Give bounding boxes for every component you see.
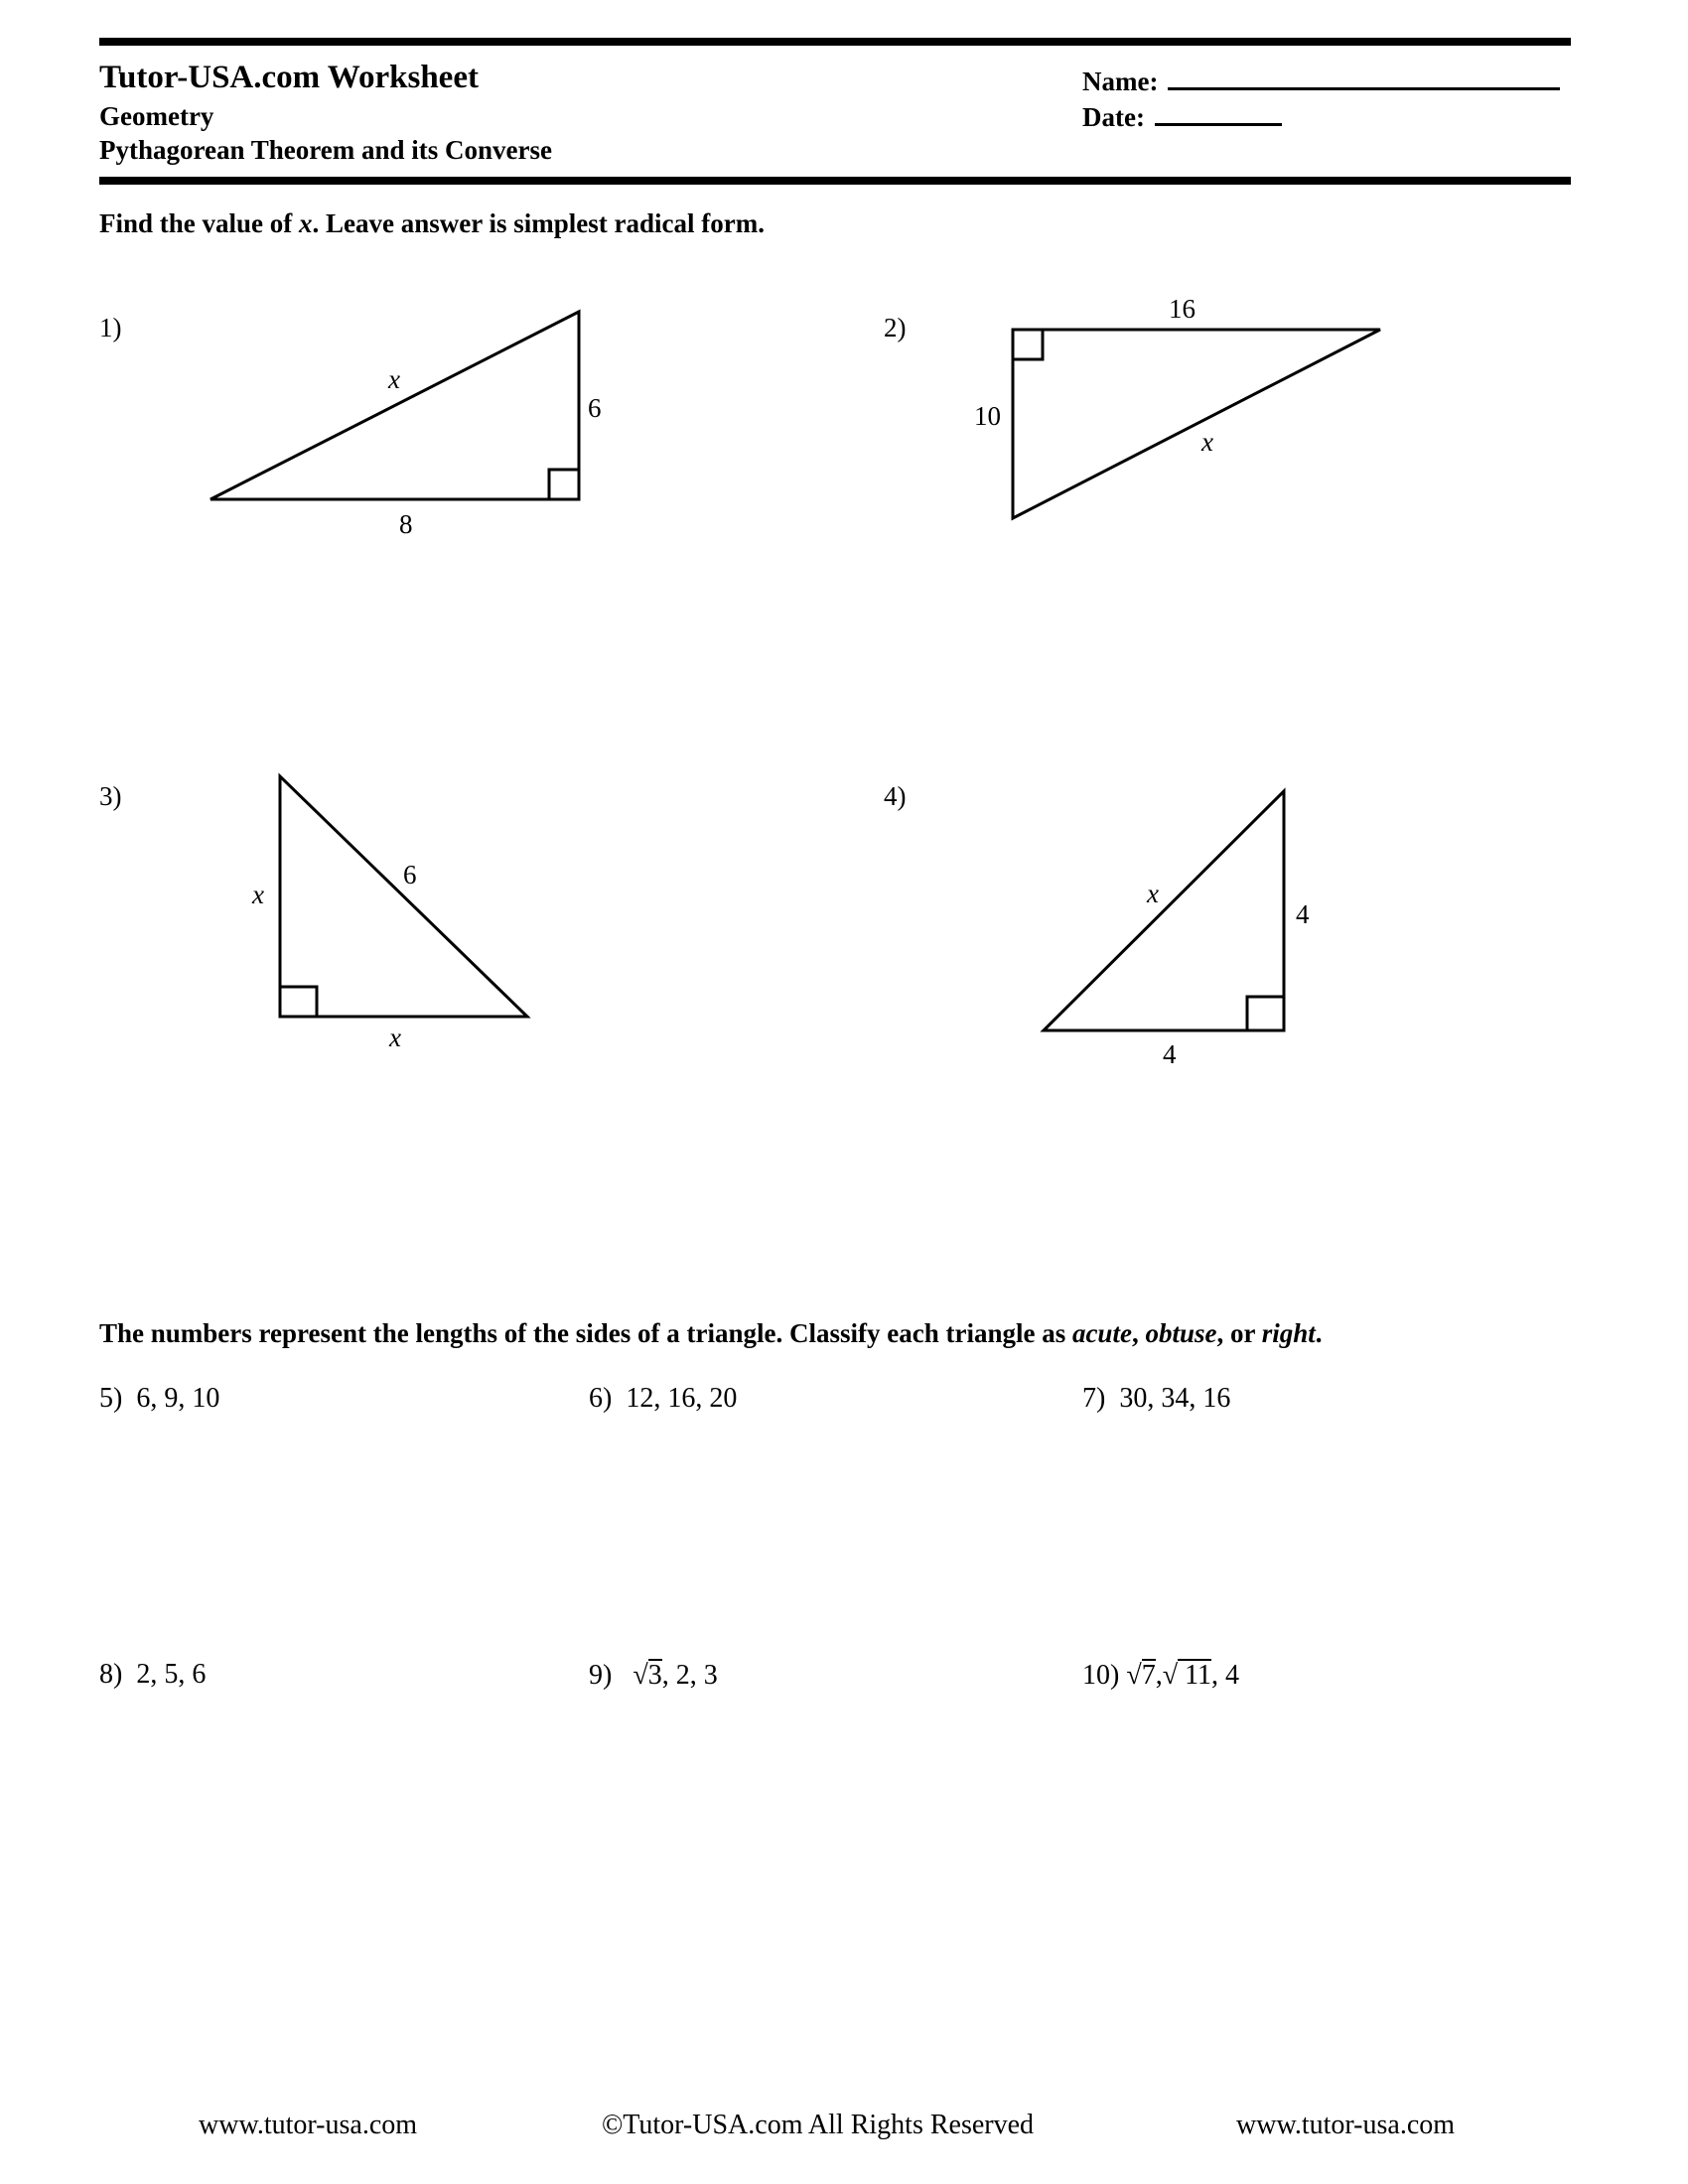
- triangle-2: [1013, 330, 1380, 518]
- date-label: Date:: [1082, 102, 1145, 132]
- t2-leg-v-label: 10: [974, 401, 1001, 431]
- sqrt-icon: √: [1126, 1660, 1142, 1691]
- t1-leg-h-label: 8: [399, 509, 413, 539]
- t4-leg-v-label: 4: [1296, 899, 1310, 929]
- problem-8: 8) 2, 5, 6: [99, 1659, 207, 1690]
- problem-2-number: 2): [884, 313, 907, 342]
- t4-leg-h-label: 4: [1163, 1039, 1177, 1069]
- problem-9: 9) √3, 2, 3: [589, 1660, 718, 1691]
- problem-3-number: 3): [99, 781, 122, 811]
- worksheet-title: Tutor-USA.com Worksheet: [99, 60, 479, 95]
- footer-right-link[interactable]: www.tutor-usa.com: [1236, 2110, 1456, 2140]
- section1-instruction: Find the value of x. Leave answer is simplest radical form.: [99, 208, 765, 238]
- footer-left-link[interactable]: www.tutor-usa.com: [199, 2110, 418, 2140]
- problem-10: 10) √7,√ 11, 4: [1082, 1660, 1240, 1691]
- triangle-3: [280, 776, 527, 1017]
- section2-instruction: The numbers represent the lengths of the sides of a triangle. Classify each triangle as acute, obtuse, or right.: [99, 1318, 1323, 1348]
- topic-heading: Pythagorean Theorem and its Converse: [99, 135, 552, 165]
- t2-hyp-label: x: [1201, 427, 1213, 457]
- problem-4-number: 4): [884, 781, 907, 811]
- sqrt-icon: √: [1162, 1660, 1179, 1691]
- t3-leg-h-label: x: [389, 1023, 401, 1052]
- t3-hyp-label: 6: [403, 860, 417, 889]
- problem-7: 7) 30, 34, 16: [1082, 1383, 1231, 1414]
- t3-leg-v-label: x: [252, 880, 264, 909]
- problem-5: 5) 6, 9, 10: [99, 1383, 220, 1414]
- t2-leg-h-label: 16: [1169, 294, 1196, 324]
- t1-leg-v-label: 6: [588, 393, 602, 423]
- t1-hyp-label: x: [388, 364, 400, 394]
- sqrt-icon: √: [633, 1660, 648, 1691]
- problem-1-number: 1): [99, 313, 122, 342]
- t4-hyp-label: x: [1147, 879, 1159, 908]
- name-label: Name:: [1082, 67, 1159, 96]
- subject-heading: Geometry: [99, 101, 214, 131]
- triangle-1: [211, 312, 579, 499]
- problem-6: 6) 12, 16, 20: [589, 1383, 738, 1414]
- triangle-4: [1044, 791, 1284, 1030]
- footer-copyright: ©Tutor-USA.com All Rights Reserved: [602, 2110, 1035, 2140]
